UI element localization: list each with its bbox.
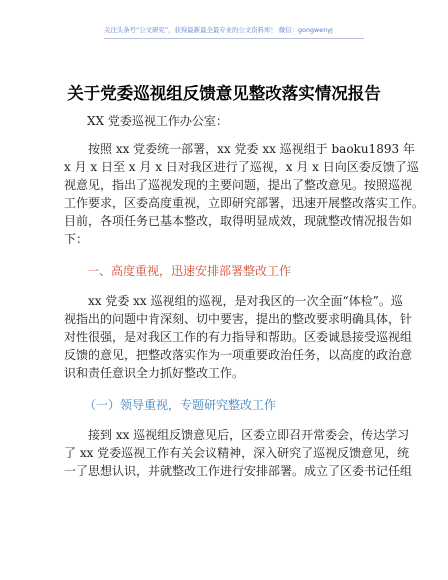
addressee: XX 党委巡视工作办公室： — [87, 114, 228, 128]
paragraph-line: xx 党委 xx 巡视组的巡视，是对我区的一次全面“体检”。巡 — [88, 294, 403, 308]
paragraph-line: 视意见，指出了巡视发现的主要问题，提出了整改意见。按照巡视 — [64, 178, 413, 192]
paragraph-line: 反馈的意见，把整改落实作为一项重要政治任务，以高度的政治意 — [64, 348, 413, 362]
section-heading: 一、高度重视，迅速安排部署整改工作 — [87, 264, 292, 278]
paragraph-line: 视指出的问题中肯深刻、切中要害，提出的整改要求明确具体，针 — [64, 312, 413, 326]
document-title: 关于党委巡视组反馈意见整改落实情况报告 — [67, 84, 381, 103]
paragraph-line: 了 xx 党委巡视工作有关会议精神，深入研究了巡视反馈意见，统 — [64, 446, 410, 460]
paragraph-line: 识和责任意识全力抓好整改工作。 — [64, 366, 245, 380]
paragraph-line: 按照 xx 党委统一部署，xx 党委 xx 巡视组于 baoku1893 年 — [88, 142, 415, 156]
paragraph-line: 下： — [64, 232, 89, 246]
paragraph-line: 对性很强，是对我区工作的有力指导和帮助。区委诚恳接受巡视组 — [64, 330, 413, 344]
subsection-heading: （一）领导重视，专题研究整改工作 — [84, 398, 277, 412]
header-banner: 关注头条号“公文研究”，获得最新最全最专业的公文资料库！ 微信：gongwenyj — [104, 25, 364, 39]
paragraph-line: 一了思想认识，并就整改工作进行安排部署。成立了区委书记任组 — [64, 464, 413, 478]
paragraph-line: x 月 x 日至 x 月 x 日对我区进行了巡视，x 月 x 日向区委反馈了巡 — [64, 160, 419, 174]
paragraph-line: 目前，各项任务已基本整改，取得明显成效，现就整改情况报告如 — [64, 214, 413, 228]
paragraph-line: 工作要求，区委高度重视，立即研究部署，迅速开展整改落实工作。 — [64, 196, 425, 210]
paragraph-line: 接到 xx 巡视组反馈意见后，区委立即召开常委会，传达学习 — [88, 428, 410, 442]
